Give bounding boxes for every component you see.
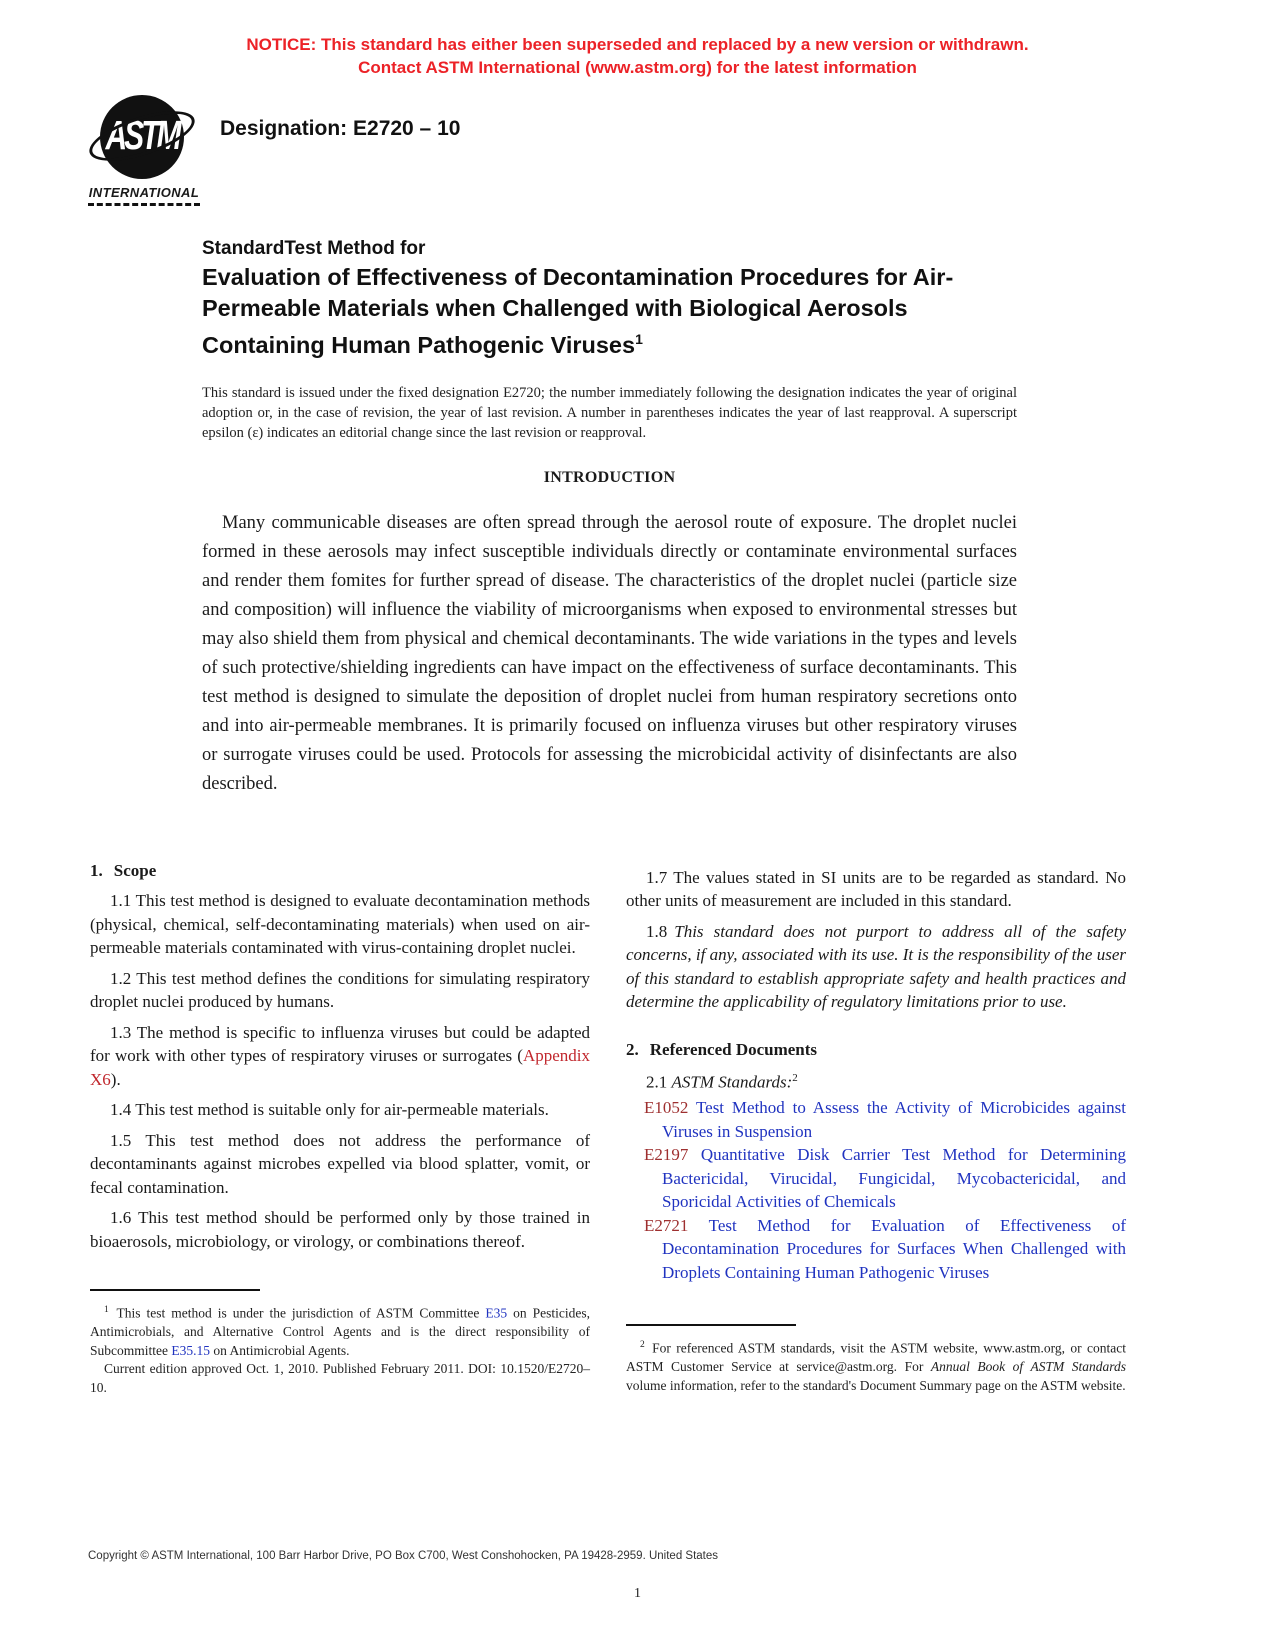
footnote-1-edition: Current edition approved Oct. 1, 2010. Published February 2011. DOI: 10.1520/E2720–10.: [90, 1361, 590, 1395]
title-kicker: StandardTest Method for: [202, 238, 426, 259]
reference-item-e2721: [626, 1214, 1126, 1285]
title-block: [202, 236, 1017, 361]
footnote-2-italic: Annual Book of ASTM Standards: [930, 1359, 1127, 1375]
e2721-link[interactable]: E2721: [644, 1215, 689, 1235]
introduction-paragraph: Many communicable diseases are often spread through the aerosol route of exposure. The droplet nuclei formed in these aerosols may infect susceptible individuals directly or contaminate environmental surfaces and render them fomites for further spread of disease. The characteristics of the droplet nuclei (particle size and composition) will influence the viability of microorganisms when exposed to environmental stresses but may also shield them from physical and chemical decontaminants. The wide variations in the types and levels of such protective/shielding ingredients can have impact on the effectiveness of surface decontaminants. This test method is designed to simulate the deposition of droplet nuclei from human respiratory secretions onto and into air-permeable membranes. It is primarily focused on influenza viruses but other respiratory viruses or surrogate viruses could be used. Protocols for assessing the microbicidal activity of disinfectants are also described.: [202, 512, 1017, 794]
page-title-text: Evaluation of Effectiveness of Decontamination Procedures for Air-Permeable Materials when Challenged with Biological Aerosols Containing Human Pathogenic Viruses: [202, 264, 954, 358]
footnote-2: [626, 1324, 1126, 1395]
two-column-body: [90, 845, 1126, 1398]
scope-paragraph-1-8: [626, 920, 1126, 1014]
astm-standards-label: ASTM Standards:: [671, 1072, 793, 1092]
scope-1-3-text-pre: 1.3 The method is specific to influenza viruses but could be adapted for work with other types of respiratory viruses or surrogates (: [90, 1022, 590, 1066]
scope-paragraph-1-4: 1.4 This test method is suitable only for air-permeable materials.: [110, 1100, 549, 1120]
left-column: [90, 845, 590, 1398]
scope-1-3-text-post: ).: [110, 1069, 121, 1089]
footnote-1-text: [90, 1301, 590, 1360]
e1052-title-link[interactable]: Test Method to Assess the Activity of Microbicides against Viruses in Suspension: [662, 1098, 1126, 1141]
astm-globe-icon: [100, 95, 184, 179]
subcommittee-e35-15-link[interactable]: E35.15: [171, 1342, 210, 1358]
appendix-x6-link[interactable]: Appendix X6: [90, 1046, 590, 1089]
introduction-section: [202, 469, 1017, 799]
e2197-link[interactable]: E2197: [644, 1145, 689, 1165]
reference-item-e1052: [626, 1096, 1126, 1143]
footnote-rule: [90, 1289, 260, 1291]
scope-paragraph-1-6: 1.6 This test method should be performed only by those trained in bioaerosols, microbiology, or virology, or combinations thereof.: [90, 1208, 590, 1251]
copyright-line: Copyright © ASTM International, 100 Barr Harbor Drive, PO Box C700, West Conshohocken, PA 19428-2959. United States: [88, 1550, 719, 1562]
e2721-title-link[interactable]: Test Method for Evaluation of Effectiveness of Decontamination Procedures for Surfaces When Challenged with Droplets Containing Human Pathogenic Viruses: [662, 1215, 1126, 1282]
scope-1-8-italic-text: This standard does not purport to address all of the safety concerns, if any, associated with its use. It is the responsibility of the user of this standard to establish appropriate safety and health practices and determine the applicability of regulatory limitations prior to use.: [626, 921, 1126, 1012]
astm-standards-footnote-marker: 2: [792, 1072, 798, 1085]
astm-logo: [88, 95, 206, 206]
astm-orbit-icon: [84, 101, 200, 171]
reference-item-e2197: [626, 1143, 1126, 1214]
scope-paragraph-1-3: [90, 1021, 590, 1092]
page-title: [202, 262, 1017, 361]
astm-logo-subtitle: INTERNATIONAL: [88, 185, 200, 206]
astm-standards-subheading: [626, 1067, 1126, 1094]
committee-e35-link[interactable]: E35: [485, 1305, 508, 1321]
footnote-1: [90, 1289, 590, 1397]
title-footnote-marker: 1: [635, 331, 643, 347]
superseded-notice: [0, 33, 1275, 79]
footnote-2-marker: 2: [640, 1340, 645, 1351]
scope-paragraph-1-1: 1.1 This test method is designed to evaluate decontamination methods (physical, chemical, self-decontaminating materials) when used on air-permeable materials contaminated with virus-containing droplet nuclei.: [90, 891, 590, 958]
footnote-rule: [626, 1324, 796, 1326]
referenced-heading-label: Referenced Documents: [649, 1039, 818, 1059]
designation-label: Designation: E2720 – 10: [220, 117, 461, 140]
footnote-1-post: on Antimicrobial Agents.: [210, 1342, 350, 1358]
reference-list: [626, 1096, 1126, 1284]
e2197-title-link[interactable]: Quantitative Disk Carrier Test Method for Determining Bactericidal, Virucidal, Fungicidal, Mycobactericidal, and Sporicidal Activities of Chemicals: [662, 1145, 1127, 1212]
scope-paragraph-1-5: 1.5 This test method does not address the performance of decontaminants against microbes expelled via blood splatter, vomit, or fecal contamination.: [90, 1130, 590, 1197]
referenced-documents-heading: [626, 1038, 1126, 1062]
footnote-2-post: volume information, refer to the standard's Document Summary page on the ASTM website.: [626, 1377, 1126, 1393]
e1052-link[interactable]: E1052: [644, 1098, 689, 1118]
scope-1-8-number: 1.8: [646, 921, 668, 941]
scope-heading: [90, 859, 590, 883]
page-number: 1: [634, 1586, 641, 1601]
notice-line-2: Contact ASTM International (www.astm.org) for the latest information: [358, 58, 917, 77]
right-column: [626, 845, 1126, 1398]
astm-standards-number: 2.1: [646, 1072, 668, 1092]
footnote-2-pre: For referenced ASTM standards, visit the ASTM website, www.astm.org, or contact ASTM Customer Service at service@astm.org. For: [626, 1340, 1126, 1375]
scope-paragraph-1-2: 1.2 This test method defines the conditions for simulating respiratory droplet nuclei produced by humans.: [90, 968, 590, 1012]
footnote-1-marker: 1: [104, 1305, 109, 1316]
notice-line-1: NOTICE: This standard has either been superseded and replaced by a new version or withdrawn.: [246, 35, 1029, 54]
footnote-1-pre: This test method is under the jurisdiction of ASTM Committee: [110, 1305, 486, 1321]
document-header: [88, 95, 1275, 206]
referenced-heading-number: 2.: [626, 1039, 639, 1059]
footnote-1-mid: on Pesticides, Antimicrobials, and Alternative Control Agents and is the direct responsibility of Subcommittee: [90, 1305, 590, 1358]
astm-logo-acronym: ASTM: [105, 114, 179, 159]
footnote-2-text: [626, 1336, 1126, 1395]
scope-heading-number: 1.: [90, 860, 103, 880]
scope-heading-label: Scope: [113, 860, 157, 880]
issuance-note: This standard is issued under the fixed designation E2720; the number immediately following the designation indicates the year of original adoption or, in the case of revision, the year of last revision. A number in parentheses indicates the year of last reapproval. A superscript epsilon (ε) indicates an editorial change since the last revision or reapproval.: [202, 384, 1017, 441]
scope-paragraph-1-7: 1.7 The values stated in SI units are to be regarded as standard. No other units of measurement are included in this standard.: [626, 867, 1126, 911]
introduction-heading: INTRODUCTION: [543, 468, 676, 486]
